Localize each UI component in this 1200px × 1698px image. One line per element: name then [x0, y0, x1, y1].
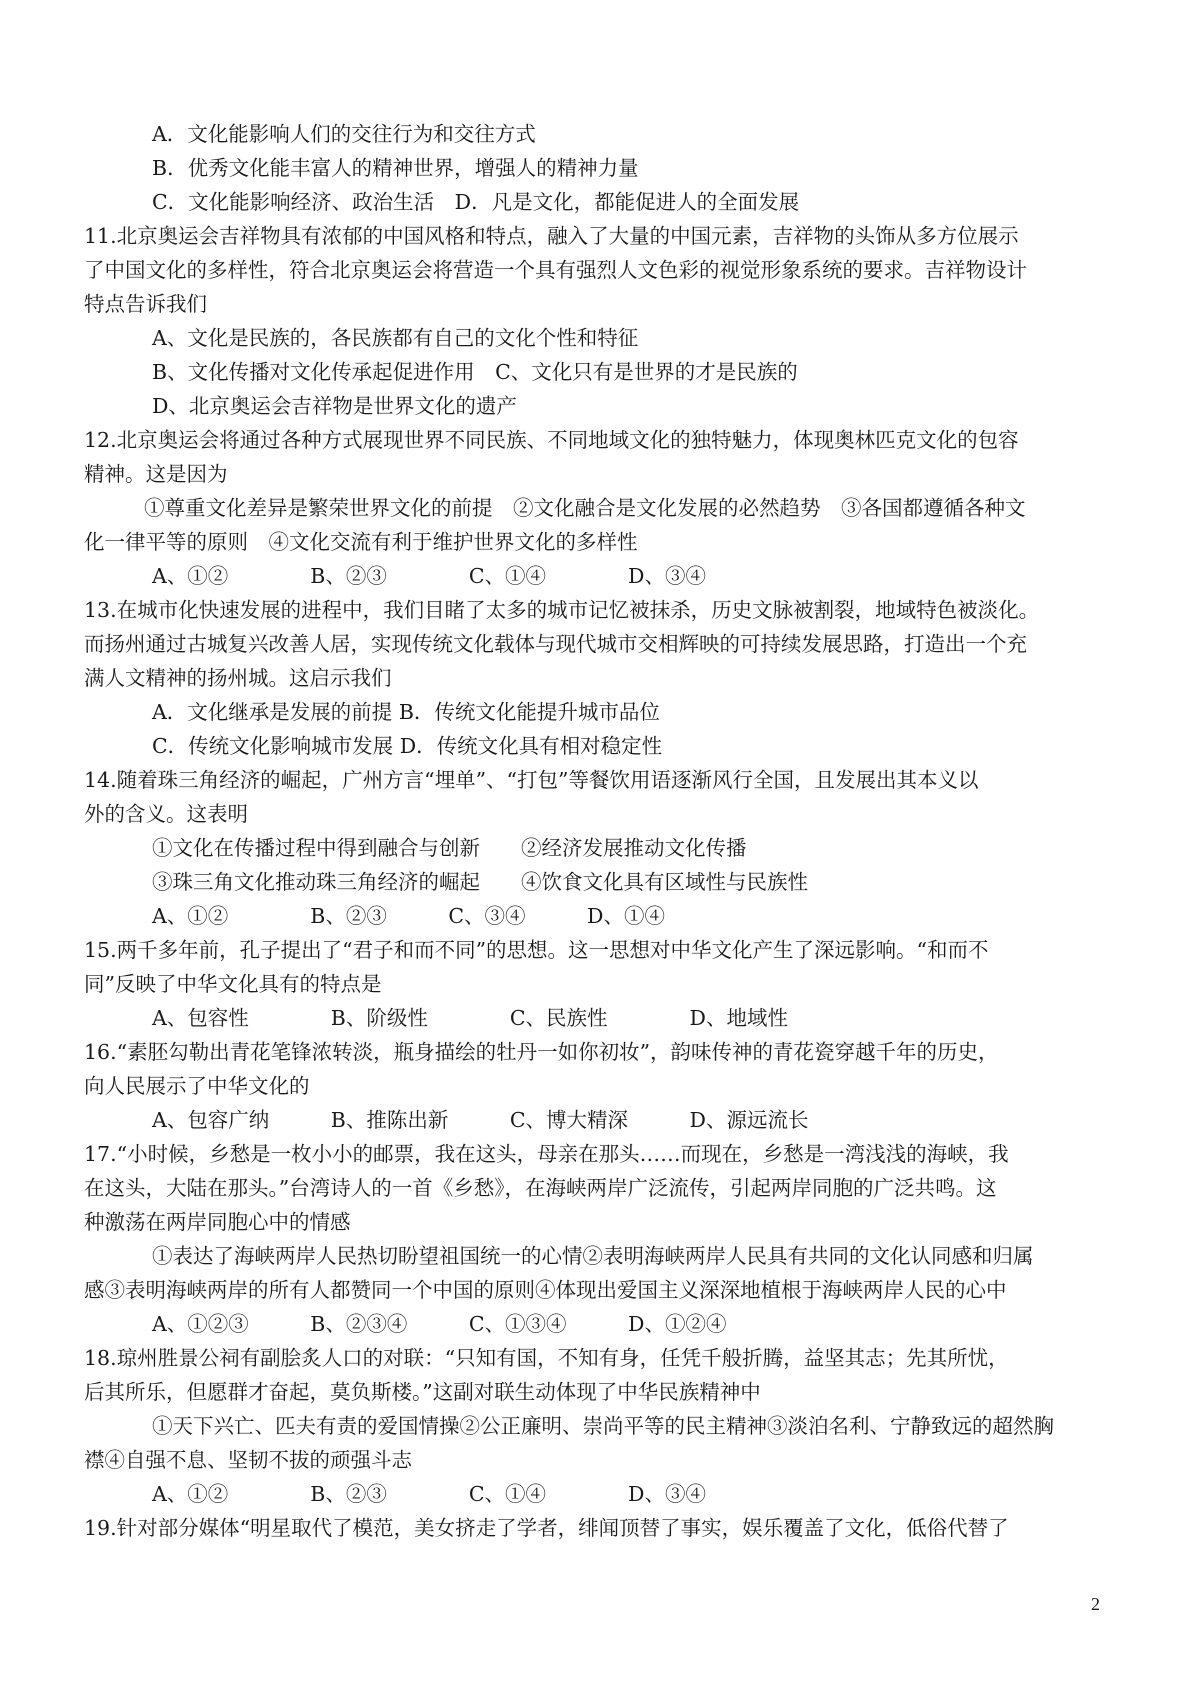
text-line: ①尊重文化差异是繁荣世界文化的前提 ②文化融合是文化发展的必然趋势 ③各国都遵循各种文: [144, 496, 1026, 520]
text-line: A、文化是民族的，各民族都有自己的文化个性和特征: [152, 326, 639, 350]
text-line: 19.针对部分媒体“明星取代了模范，美女挤走了学者，绯闻顶替了事实，娱乐覆盖了文化，低俗代替了: [84, 1516, 1009, 1540]
text-line: 满人文精神的扬州城。这启示我们: [84, 666, 392, 690]
text-line: 特点告诉我们: [84, 292, 207, 316]
text-line: ③珠三角文化推动珠三角经济的崛起 ④饮食文化具有区域性与民族性: [152, 870, 808, 894]
text-line: 了中国文化的多样性，符合北京奥运会将营造一个具有强烈人文色彩的视觉形象系统的要求。吉祥物设计: [84, 258, 1027, 282]
text-line: 16.“素胚勾勒出青花笔锋浓转淡，瓶身描绘的牡丹一如你初妆”，韵味传神的青花瓷穿越千年的历史，: [84, 1040, 999, 1064]
text-line: 襟④自强不息、坚韧不拔的顽强斗志: [84, 1448, 412, 1472]
exam-content: [84, 117, 1094, 1545]
text-line: A．文化能影响人们的交往行为和交往方式: [152, 122, 536, 146]
text-line: D、北京奥运会吉祥物是世界文化的遗产: [152, 394, 517, 418]
text-line: 同”反映了中华文化具有的特点是: [84, 972, 382, 996]
text-line: 感③表明海峡两岸的所有人都赞同一个中国的原则④体现出爱国主义深深地植根于海峡两岸人民的心中: [84, 1278, 1007, 1302]
text-line: 化一律平等的原则 ④文化交流有利于维护世界文化的多样性: [84, 530, 638, 554]
page-number: 2: [1091, 1594, 1100, 1614]
text-line: 精神。这是因为: [84, 462, 228, 486]
text-line: C．文化能影响经济、政治生活 D．凡是文化，都能促进人的全面发展: [152, 190, 800, 214]
text-line: 13.在城市化快速发展的进程中，我们目睹了太多的城市记忆被抹杀，历史文脉被割裂，地域特色被淡化。: [84, 598, 1040, 622]
text-line: A、包容广纳 B、推陈出新 C、博大精深 D、源远流长: [152, 1108, 809, 1132]
text-line: 在这头，大陆在那头。”台湾诗人的一首《乡愁》，在海峡两岸广泛流传，引起两岸同胞的广泛共鸣。这: [84, 1176, 997, 1200]
text-line: ①文化在传播过程中得到融合与创新 ②经济发展推动文化传播: [152, 836, 747, 860]
text-line: 15.两千多年前，孔子提出了“君子和而不同”的思想。这一思想对中华文化产生了深远影响。“和而不: [84, 938, 989, 962]
text-line: B、文化传播对文化传承起促进作用 C、文化只有是世界的才是民族的: [152, 360, 798, 384]
text-line: C．传统文化影响城市发展 D．传统文化具有相对稳定性: [152, 734, 663, 758]
text-line: ①天下兴亡、匹夫有责的爱国情操②公正廉明、崇尚平等的民主精神③淡泊名利、宁静致远的超然胸: [152, 1414, 1054, 1438]
text-line: A、①② B、②③ C、①④ D、③④: [152, 1482, 706, 1506]
text-line: B．优秀文化能丰富人的精神世界，增强人的精神力量: [152, 156, 639, 180]
text-line: 向人民展示了中华文化的: [84, 1074, 310, 1098]
text-line: 种激荡在两岸同胞心中的情感: [84, 1210, 351, 1234]
text-line: 11.北京奥运会吉祥物具有浓郁的中国风格和特点，融入了大量的中国元素，吉祥物的头饰从多方位展示: [84, 224, 1019, 248]
text-line: 17.“小时候，乡愁是一枚小小的邮票，我在这头，母亲在那头……而现在，乡愁是一湾浅浅的海峡，我: [84, 1142, 1009, 1166]
text-line: A、①② B、②③ C、①④ D、③④: [152, 564, 706, 588]
text-line: 外的含义。这表明: [84, 802, 248, 826]
text-line: A、①②③ B、②③④ C、①③④ D、①②④: [152, 1312, 727, 1336]
text-line: 14.随着珠三角经济的崛起，广州方言“埋单”、“打包”等餐饮用语逐渐风行全国，且发展出其本义以: [84, 768, 979, 792]
text-line: A、包容性 B、阶级性 C、民族性 D、地域性: [152, 1006, 788, 1030]
text-line: 18.琼州胜景公祠有副脍炙人口的对联：“只知有国，不知有身，任凭千般折腾，益坚其志；先其所忧，: [84, 1346, 1009, 1370]
text-line: ①表达了海峡两岸人民热切盼望祖国统一的心情②表明海峡两岸人民具有共同的文化认同感和归属: [152, 1244, 1034, 1268]
text-line: 而扬州通过古城复兴改善人居，实现传统文化载体与现代城市交相辉映的可持续发展思路，打造出一个充: [84, 632, 1027, 656]
text-line: A、①② B、②③ C、③④ D、①④: [152, 904, 665, 928]
text-line: 12.北京奥运会将通过各种方式展现世界不同民族、不同地域文化的独特魅力，体现奥林匹克文化的包容: [84, 428, 1019, 452]
text-line: A．文化继承是发展的前提 B．传统文化能提升城市品位: [152, 700, 660, 724]
text-line: 后其所乐，但愿群才奋起，莫负斯楼。”这副对联生动体现了中华民族精神中: [84, 1380, 761, 1404]
